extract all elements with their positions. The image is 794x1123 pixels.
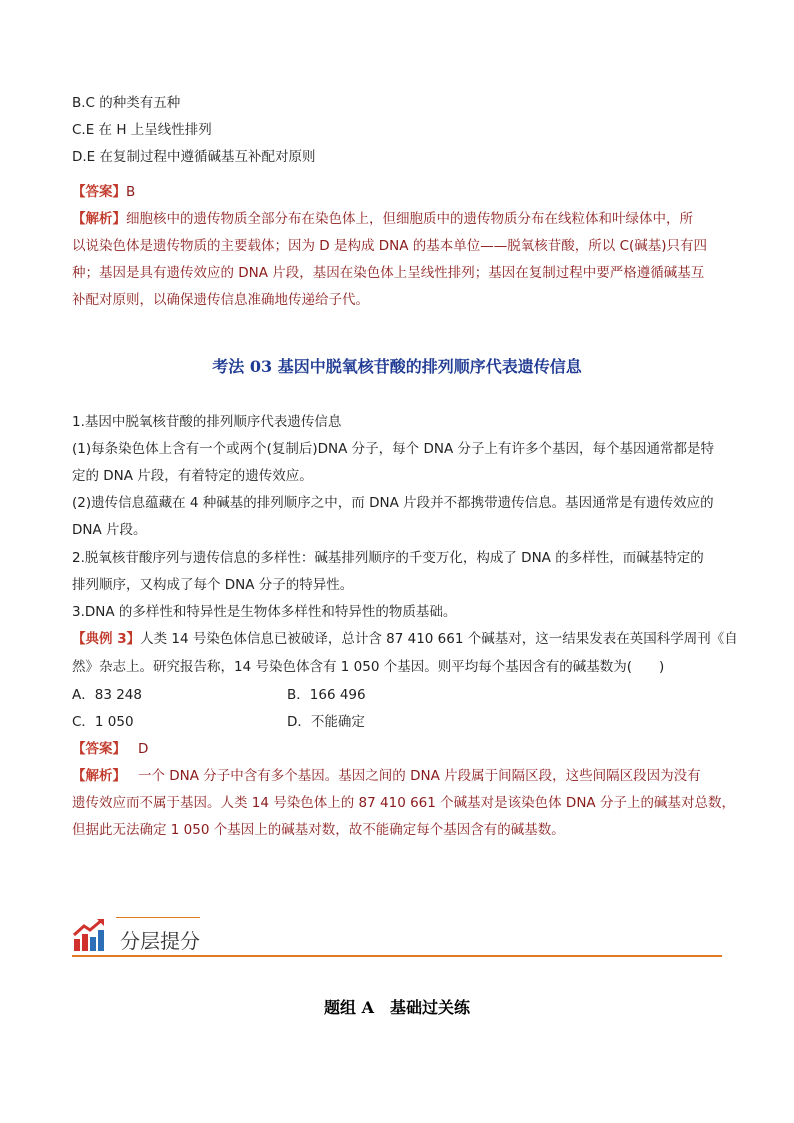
example-option-d: D．不能确定 [287,714,365,730]
answer-value: B [126,184,136,200]
analysis-2-line-2: 遗传效应而不属于基因。人类 14 号染色体上的 87 410 661 个碱基对是该染色体 DNA 分子上的碱基对总数， [72,795,735,811]
section-title: 考法 03 基因中脱氧核苷酸的排列顺序代表遗传信息 [212,357,582,376]
body-line-4: (2)遗传信息蕴藏在 4 种碱基的排列顺序之中，而 DNA 片段并不都携带遗传信息。基因通常是有遗传效应的 [72,495,714,511]
group-title: 题组 A 基础过关练 [324,998,470,1017]
answer-2 [72,736,722,763]
body-line-1: 1.基因中脱氧核苷酸的排列顺序代表遗传信息 [72,414,342,430]
banner-bottom-rule [72,955,722,957]
example-3-line-1: 【典例 3】人类 14 号染色体信息已被破译，总计含 87 410 661 个碱基对，这一结果发表在英国科学周刊《自 [72,631,738,647]
option-b: B.C 的种类有五种 [72,95,181,111]
analysis-1-line-1: 【解析】细胞核中的遗传物质全部分布在染色体上，但细胞质中的遗传物质分布在线粒体和叶绿体中，所 [72,211,693,227]
section-banner [72,915,722,957]
example-option-a: A．83 248 [72,687,142,703]
bar-chart-arrow-icon [72,917,108,953]
example-3-line-2: 然》杂志上。研究报告称，14 号染色体含有 1 050 个基因。则平均每个基因含有的碱基数为( ) [72,659,665,675]
answer-1 [72,179,722,206]
analysis-label: 【解析】 [72,211,126,227]
analysis-label: 【解析】 [72,768,126,784]
analysis-1-line-2: 以说染色体是遗传物质的主要载体；因为 D 是构成 DNA 的基本单位——脱氧核苷酸，所以 C(碱基)只有四 [72,238,708,254]
analysis-2-line-3: 但据此无法确定 1 050 个基因上的碱基对数，故不能确定每个基因含有的碱基数。 [72,822,565,838]
answer-value: D [138,741,149,757]
analysis-2-line-1: 【解析】 一个 DNA 分子中含有多个基因。基因之间的 DNA 片段属于间隔区段，这些间隔区段因为没有 [72,768,701,784]
banner-title: 分层提分 [120,929,200,953]
body-line-3: 定的 DNA 片段，有着特定的遗传效应。 [72,468,313,484]
body-line-7: 排列顺序，又构成了每个 DNA 分子的特异性。 [72,577,354,593]
analysis-1-line-4: 补配对原则，以确保遗传信息准确地传递给子代。 [72,292,369,308]
option-d: D.E 在复制过程中遵循碱基互补配对原则 [72,149,316,165]
option-c: C.E 在 H 上呈线性排列 [72,122,212,138]
body-line-6: 2.脱氧核苷酸序列与遗传信息的多样性：碱基排列顺序的千变万化，构成了 DNA 的多样性，而碱基特定的 [72,550,704,566]
answer-label: 【答案】 [72,184,126,200]
body-line-8: 3.DNA 的多样性和特异性是生物体多样性和特异性的物质基础。 [72,604,457,620]
body-line-2: (1)每条染色体上含有一个或两个(复制后)DNA 分子，每个 DNA 分子上有许多个基因，每个基因通常都是特 [72,441,714,457]
banner-top-rule [116,917,200,918]
answer-label: 【答案】 [72,741,126,757]
body-line-5: DNA 片段。 [72,522,147,538]
example-label: 【典例 3】 [72,631,141,647]
analysis-1-line-3: 种；基因是具有遗传效应的 DNA 片段，基因在染色体上呈线性排列；基因在复制过程中要严格遵循碱基互 [72,265,705,281]
example-option-b: B．166 496 [287,687,366,703]
example-option-c: C．1 050 [72,714,134,730]
